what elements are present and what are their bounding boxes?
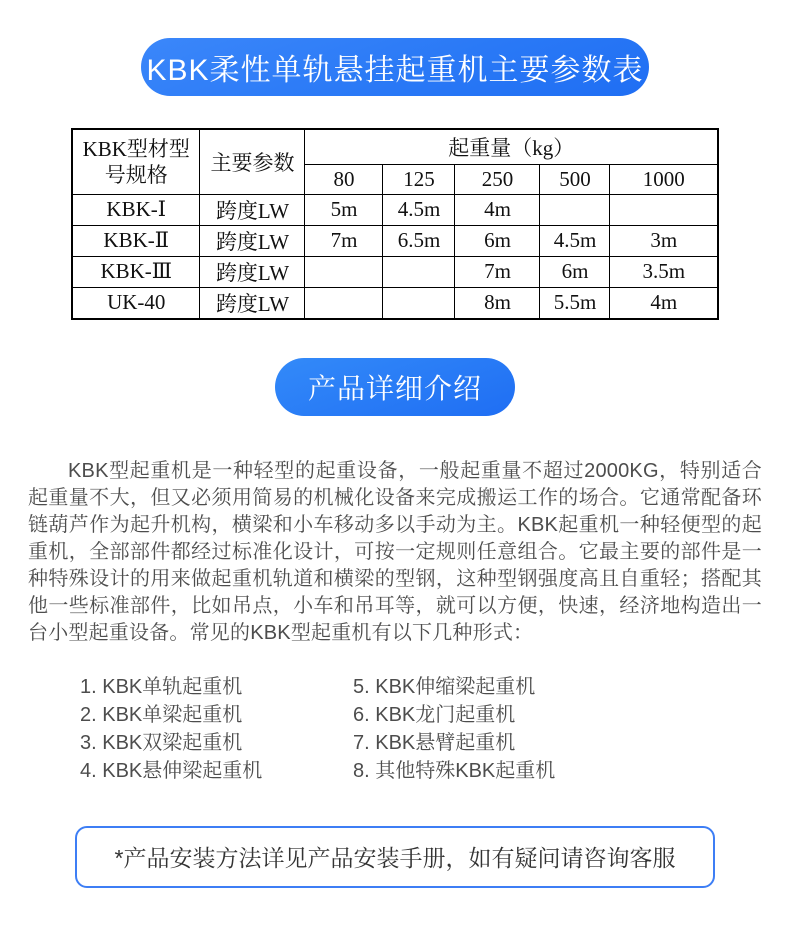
param-cell: 跨度LW: [200, 225, 305, 256]
crane-parameters-table: [71, 128, 719, 320]
list-item: 3. KBK双梁起重机: [80, 731, 243, 754]
list-item: 1. KBK单轨起重机: [80, 675, 243, 698]
value-cell: 5.5m: [540, 287, 610, 319]
value-cell: [305, 256, 383, 287]
list-item: 4. KBK悬伸梁起重机: [80, 759, 263, 782]
capacity-column-80: 80: [305, 164, 383, 194]
crane-type-lists: [28, 673, 762, 785]
crane-type-list-right: [353, 673, 762, 785]
value-cell: 6m: [540, 256, 610, 287]
intro-paragraph: KBK型起重机是一种轻型的起重设备，一般起重量不超过2000KG，特别适合起重量不大，但又必须用简易的机械化设备来完成搬运工作的场合。它通常配备环链葫芦作为起升机构，横梁和小车移动多以手动为主。KBK起重机一种轻便型的起重机，全部部件都经过标准化设计，可按一定规则任意组合。它最主要的部件是一种特殊设计的用来做起重机轨道和横梁的型钢，这种型钢强度高且自重轻；搭配其他一些标准部件，比如吊点，小车和吊耳等，就可以方便，快速，经济地构造出一台小型起重设备。常见的KBK型起重机有以下几种形式：: [28, 459, 762, 644]
list-item: 8. 其他特殊KBK起重机: [353, 759, 556, 782]
value-cell: 6m: [455, 225, 540, 256]
value-cell: 4.5m: [383, 194, 455, 225]
value-cell: 7m: [305, 225, 383, 256]
corner-header-line2: 号规格: [104, 162, 168, 187]
parameters-banner: [141, 38, 649, 96]
model-cell: UK-40: [72, 287, 200, 319]
capacity-column-1000: 1000: [610, 164, 718, 194]
param-cell: 跨度LW: [200, 256, 305, 287]
install-note-text: *产品安装方法详见产品安装手册，如有疑问请咨询客服: [114, 845, 676, 871]
table-row-kbk3: [72, 256, 718, 287]
capacity-column-500: 500: [540, 164, 610, 194]
table-corner-header: [72, 129, 200, 194]
value-cell: 4.5m: [540, 225, 610, 256]
crane-type-list-left: [28, 673, 353, 785]
product-detail-page: [0, 38, 790, 941]
model-cell: KBK-Ⅰ: [72, 194, 200, 225]
value-cell: [383, 287, 455, 319]
value-cell: [305, 287, 383, 319]
table-row-uk40: [72, 287, 718, 319]
capacity-header-cell: 起重量（kg）: [305, 129, 718, 164]
product-intro-button-label: 产品详细介绍: [307, 372, 482, 404]
param-cell: 跨度LW: [200, 287, 305, 319]
value-cell: 3.5m: [610, 256, 718, 287]
list-item: 6. KBK龙门起重机: [353, 703, 516, 726]
product-intro-button[interactable]: [275, 358, 515, 416]
corner-header-line1: KBK型材型: [82, 136, 190, 161]
value-cell: 7m: [455, 256, 540, 287]
capacity-column-250: 250: [455, 164, 540, 194]
value-cell: 8m: [455, 287, 540, 319]
value-cell: 4m: [610, 287, 718, 319]
value-cell: 5m: [305, 194, 383, 225]
capacity-column-125: 125: [383, 164, 455, 194]
table-row-kbk1: [72, 194, 718, 225]
model-cell: KBK-Ⅲ: [72, 256, 200, 287]
list-item: 2. KBK单梁起重机: [80, 703, 243, 726]
value-cell: [383, 256, 455, 287]
value-cell: [540, 194, 610, 225]
table-row-kbk2: [72, 225, 718, 256]
list-item: 7. KBK悬臂起重机: [353, 731, 516, 754]
banner-title: KBK柔性单轨悬挂起重机主要参数表: [146, 54, 644, 87]
model-cell: KBK-Ⅱ: [72, 225, 200, 256]
param-header-cell: 主要参数: [200, 129, 305, 194]
value-cell: 4m: [455, 194, 540, 225]
value-cell: [610, 194, 718, 225]
list-item: 5. KBK伸缩梁起重机: [353, 675, 536, 698]
value-cell: 3m: [610, 225, 718, 256]
value-cell: 6.5m: [383, 225, 455, 256]
param-cell: 跨度LW: [200, 194, 305, 225]
install-note-box: [75, 826, 715, 888]
